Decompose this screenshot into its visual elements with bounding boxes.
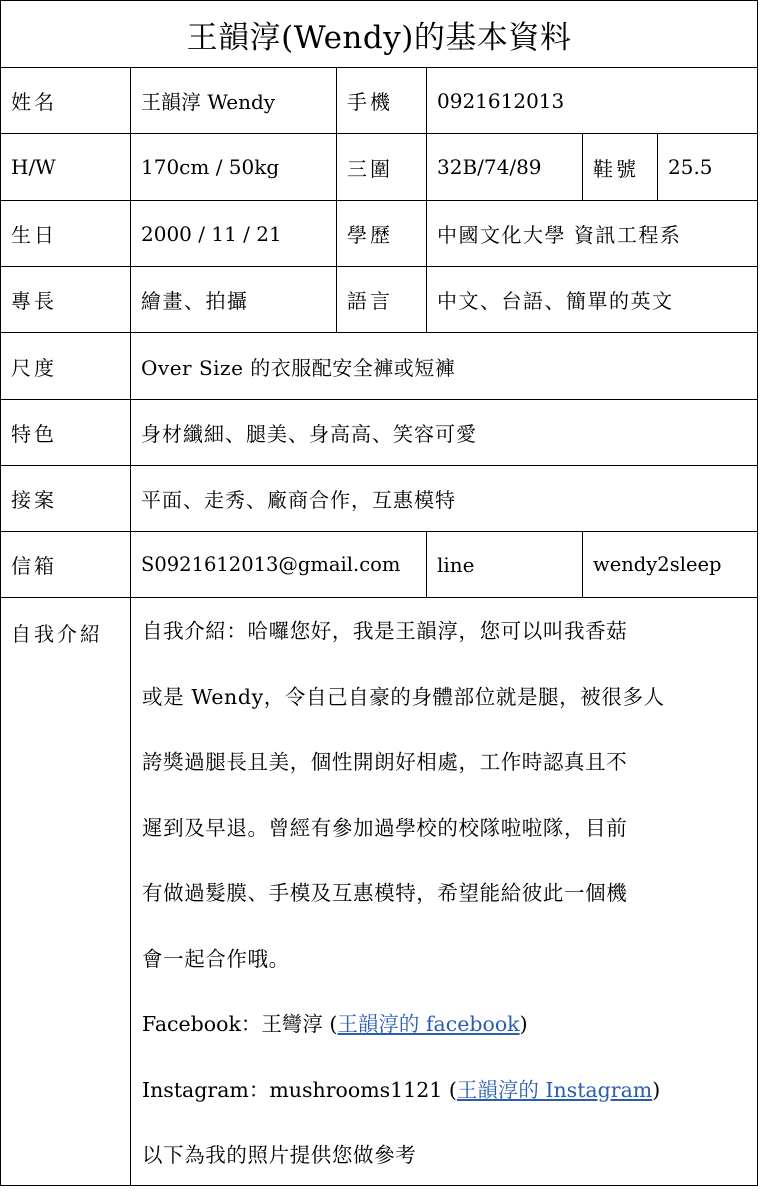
instagram-line [142, 1057, 757, 1123]
name-value: 王韻淳 Wendy [131, 68, 337, 134]
line-label: line [427, 532, 583, 598]
languages-label: 語言 [337, 267, 427, 333]
intro-content [131, 598, 757, 1185]
birthday-value: 2000 / 11 / 21 [131, 201, 337, 267]
instagram-prefix: Instagram：mushrooms1121 ( [142, 1077, 457, 1102]
closing-line: 以下為我的照片提供您做參考 [142, 1143, 417, 1167]
measurements-label: 三圍 [337, 134, 427, 201]
email-value: S0921612013@gmail.com [131, 532, 427, 598]
languages-value: 中文、台語、簡單的英文 [427, 267, 757, 333]
measurements-value: 32B/74/89 [427, 134, 583, 201]
intro-line: 自我介紹：哈囉您好，我是王韻淳，您可以叫我香菇 [142, 619, 628, 643]
shoe-size-value: 25.5 [658, 134, 757, 201]
intro-line: 會一起合作哦。 [142, 946, 290, 971]
facebook-prefix: Facebook：王彎淳 ( [142, 1012, 338, 1036]
intro-line: 有做過髮膜、手模及互惠模特，希望能給彼此一個機 [142, 881, 628, 905]
education-label: 學歷 [337, 201, 427, 267]
hw-value: 170cm / 50kg [131, 134, 337, 201]
line-id-value: wendy2sleep [583, 532, 757, 598]
scale-value: Over Size 的衣服配安全褲或短褲 [131, 333, 757, 400]
intro-line: 誇獎過腿長且美，個性開朗好相處，工作時認真且不 [142, 750, 628, 774]
instagram-link[interactable]: 王韻淳的 Instagram [456, 1077, 653, 1102]
shoe-size-label: 鞋號 [583, 134, 658, 201]
skills-label: 專長 [1, 267, 131, 333]
skills-value: 繪畫、拍攝 [131, 267, 337, 333]
facebook-suffix: ) [519, 1012, 528, 1036]
phone-label: 手機 [337, 68, 427, 134]
intro-line: 遲到及早退。曾經有參加過學校的校隊啦啦隊，目前 [142, 815, 628, 840]
intro-label: 自我介紹 [1, 598, 131, 1185]
facebook-line [142, 991, 757, 1057]
hw-label: H/W [1, 134, 131, 201]
email-label: 信箱 [1, 532, 131, 598]
intro-line: 或是 Wendy，令自己自豪的身體部位就是腿，被很多人 [142, 684, 665, 709]
features-value: 身材纖細、腿美、身高高、笑容可愛 [131, 400, 757, 466]
facebook-link[interactable]: 王韻淳的 facebook [337, 1012, 520, 1036]
phone-value: 0921612013 [427, 68, 757, 134]
scale-label: 尺度 [1, 333, 131, 400]
education-value: 中國文化大學 資訊工程系 [427, 201, 757, 267]
jobs-value: 平面、走秀、廠商合作，互惠模特 [131, 466, 757, 532]
birthday-label: 生日 [1, 201, 131, 267]
jobs-label: 接案 [1, 466, 131, 532]
page-title: 王韻淳(Wendy)的基本資料 [1, 1, 757, 68]
instagram-suffix: ) [652, 1077, 661, 1102]
features-label: 特色 [1, 400, 131, 466]
name-label: 姓名 [1, 68, 131, 134]
